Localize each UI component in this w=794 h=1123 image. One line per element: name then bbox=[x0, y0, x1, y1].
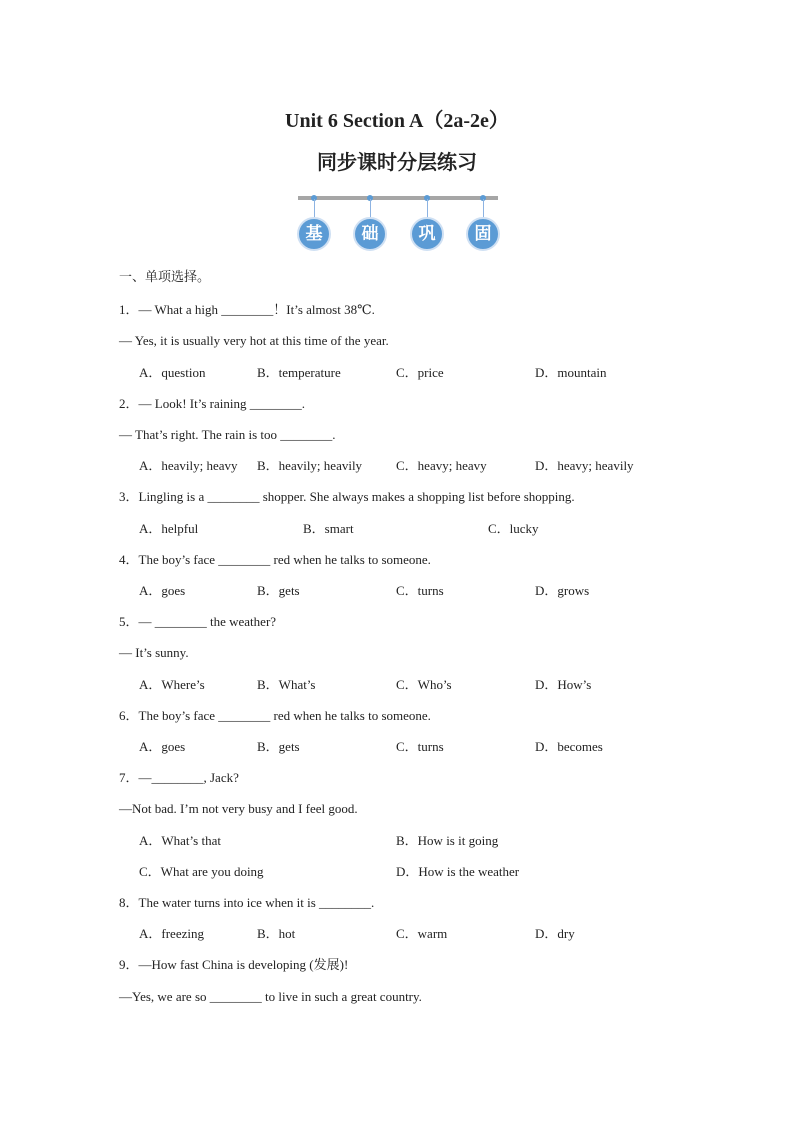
option-c: C．price bbox=[396, 365, 444, 380]
badge-ji: 基 bbox=[297, 217, 331, 251]
option-a: A．freezing bbox=[139, 926, 204, 941]
option-d: D．How’s bbox=[535, 677, 592, 692]
question-7: 7．—________, Jack? bbox=[119, 770, 239, 785]
option-c: C．What are you doing bbox=[139, 864, 264, 879]
page-subtitle: 同步课时分层练习 bbox=[317, 150, 477, 174]
badge-connector bbox=[427, 199, 428, 219]
option-d: D．dry bbox=[535, 926, 575, 941]
option-c: C．lucky bbox=[488, 521, 539, 536]
option-a: A．What’s that bbox=[139, 833, 221, 848]
option-b: B．smart bbox=[303, 521, 354, 536]
question-1: 1．— What a high ________！It’s almost 38℃. bbox=[119, 302, 375, 317]
option-b: B．temperature bbox=[257, 365, 341, 380]
option-c: C．Who’s bbox=[396, 677, 452, 692]
option-b: B．hot bbox=[257, 926, 296, 941]
question-2: 2．— Look! It’s raining ________. bbox=[119, 396, 305, 411]
option-b: B．How is it going bbox=[396, 833, 499, 848]
badge-connector bbox=[314, 199, 315, 219]
option-a: A．goes bbox=[139, 583, 186, 598]
question-5-reply: — It’s sunny. bbox=[119, 645, 189, 660]
option-c: C．heavy; heavy bbox=[396, 458, 487, 473]
section-heading: 一、单项选择。 bbox=[119, 270, 211, 285]
option-b: B．gets bbox=[257, 583, 300, 598]
question-9: 9．—How fast China is developing (发展)! bbox=[119, 957, 349, 972]
badge-connector bbox=[483, 199, 484, 219]
question-5: 5．— ________ the weather? bbox=[119, 614, 277, 629]
question-6: 6．The boy’s face ________ red when he talks to someone. bbox=[119, 708, 431, 723]
question-3: 3．Lingling is a ________ shopper. She always makes a shopping list before shopping. bbox=[119, 489, 575, 504]
option-b: B．heavily; heavily bbox=[257, 458, 363, 473]
badge-gong: 巩 bbox=[410, 217, 444, 251]
option-a: A．helpful bbox=[139, 521, 199, 536]
badge-bar bbox=[298, 196, 498, 200]
option-d: D．mountain bbox=[535, 365, 607, 380]
option-a: A．Where’s bbox=[139, 677, 205, 692]
option-d: D．becomes bbox=[535, 739, 603, 754]
badge-connector bbox=[370, 199, 371, 219]
option-b: B．gets bbox=[257, 739, 300, 754]
option-c: C．turns bbox=[396, 583, 444, 598]
question-1-reply: — Yes, it is usually very hot at this time of the year. bbox=[119, 333, 389, 348]
option-c: C．warm bbox=[396, 926, 448, 941]
badge-chu: 础 bbox=[353, 217, 387, 251]
option-a: A．question bbox=[139, 365, 206, 380]
option-b: B．What’s bbox=[257, 677, 316, 692]
option-d: D．heavy; heavily bbox=[535, 458, 634, 473]
option-d: D．How is the weather bbox=[396, 864, 520, 879]
badge-gu: 固 bbox=[466, 217, 500, 251]
option-a: A．heavily; heavy bbox=[139, 458, 238, 473]
question-9-reply: —Yes, we are so ________ to live in such a great country. bbox=[119, 989, 422, 1004]
question-4: 4．The boy’s face ________ red when he talks to someone. bbox=[119, 552, 431, 567]
question-8: 8．The water turns into ice when it is ________. bbox=[119, 895, 375, 910]
question-2-reply: — That’s right. The rain is too ________. bbox=[119, 427, 336, 442]
option-c: C．turns bbox=[396, 739, 444, 754]
option-a: A．goes bbox=[139, 739, 186, 754]
page-title: Unit 6 Section A（2a-2e） bbox=[285, 110, 509, 132]
option-d: D．grows bbox=[535, 583, 590, 598]
question-7-reply: —Not bad. I’m not very busy and I feel good. bbox=[119, 801, 358, 816]
